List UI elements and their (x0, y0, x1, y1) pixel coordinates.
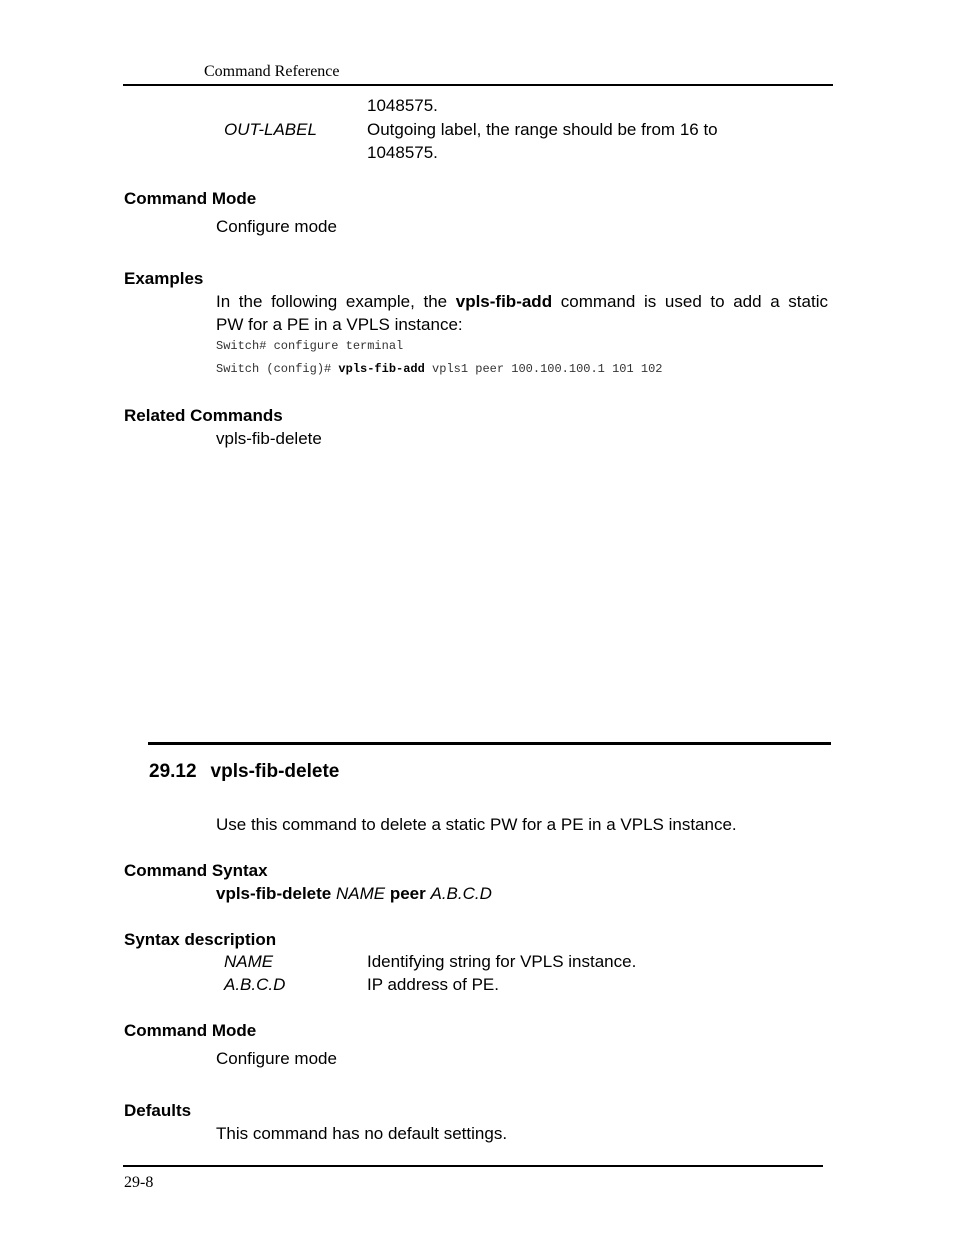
command-syntax-line: vpls-fib-delete NAME peer A.B.C.D (216, 884, 492, 903)
defaults-text: This command has no default settings. (216, 1124, 508, 1143)
param-out-label-desc-1: Outgoing label, the range should be from 16 to (367, 120, 718, 139)
command-mode-text-2: Configure mode (216, 1049, 337, 1068)
code-line-2: Switch (config)# vpls-fib-add vpls1 peer 100.100.100.1 101 102 (216, 362, 663, 376)
examples-line-2: PW for a PE in a VPLS instance: (216, 315, 463, 334)
param-name-desc: Identifying string for VPLS instance. (367, 952, 637, 971)
running-header: Command Reference (204, 63, 340, 80)
param-address: A.B.C.D (224, 975, 286, 994)
param-name: NAME (224, 952, 274, 971)
param-out-label: OUT-LABEL (224, 120, 317, 139)
param-desc-continuation: 1048575. (367, 96, 438, 115)
examples-line-1: In the following example, the vpls-fib-add command is used to add a static (216, 292, 828, 311)
section-intro: Use this command to delete a static PW for a PE in a VPLS instance. (216, 815, 737, 834)
syntax-description-heading: Syntax description (124, 930, 277, 949)
footer-rule (123, 1165, 823, 1167)
section-title (149, 761, 339, 783)
examples-heading: Examples (124, 269, 204, 288)
related-command-link: vpls-fib-delete (216, 429, 322, 448)
examples-command: vpls-fib-add (455, 292, 553, 311)
code-line-1: Switch# configure terminal (216, 339, 404, 353)
section-rule (148, 742, 831, 745)
section-number: 29.12 (149, 761, 197, 782)
command-mode-heading-2: Command Mode (124, 1021, 257, 1040)
code-command: vpls-fib-add (338, 362, 425, 376)
related-commands-heading: Related Commands (124, 406, 283, 425)
param-out-label-desc-2: 1048575. (367, 143, 438, 162)
header-rule (123, 84, 833, 86)
command-syntax-heading: Command Syntax (124, 861, 268, 880)
section-name: vpls-fib-delete (210, 761, 340, 782)
defaults-heading: Defaults (124, 1101, 192, 1120)
page-number: 29-8 (124, 1174, 154, 1191)
command-mode-heading-1: Command Mode (124, 189, 257, 208)
command-mode-text-1: Configure mode (216, 217, 337, 236)
param-address-desc: IP address of PE. (367, 975, 499, 994)
